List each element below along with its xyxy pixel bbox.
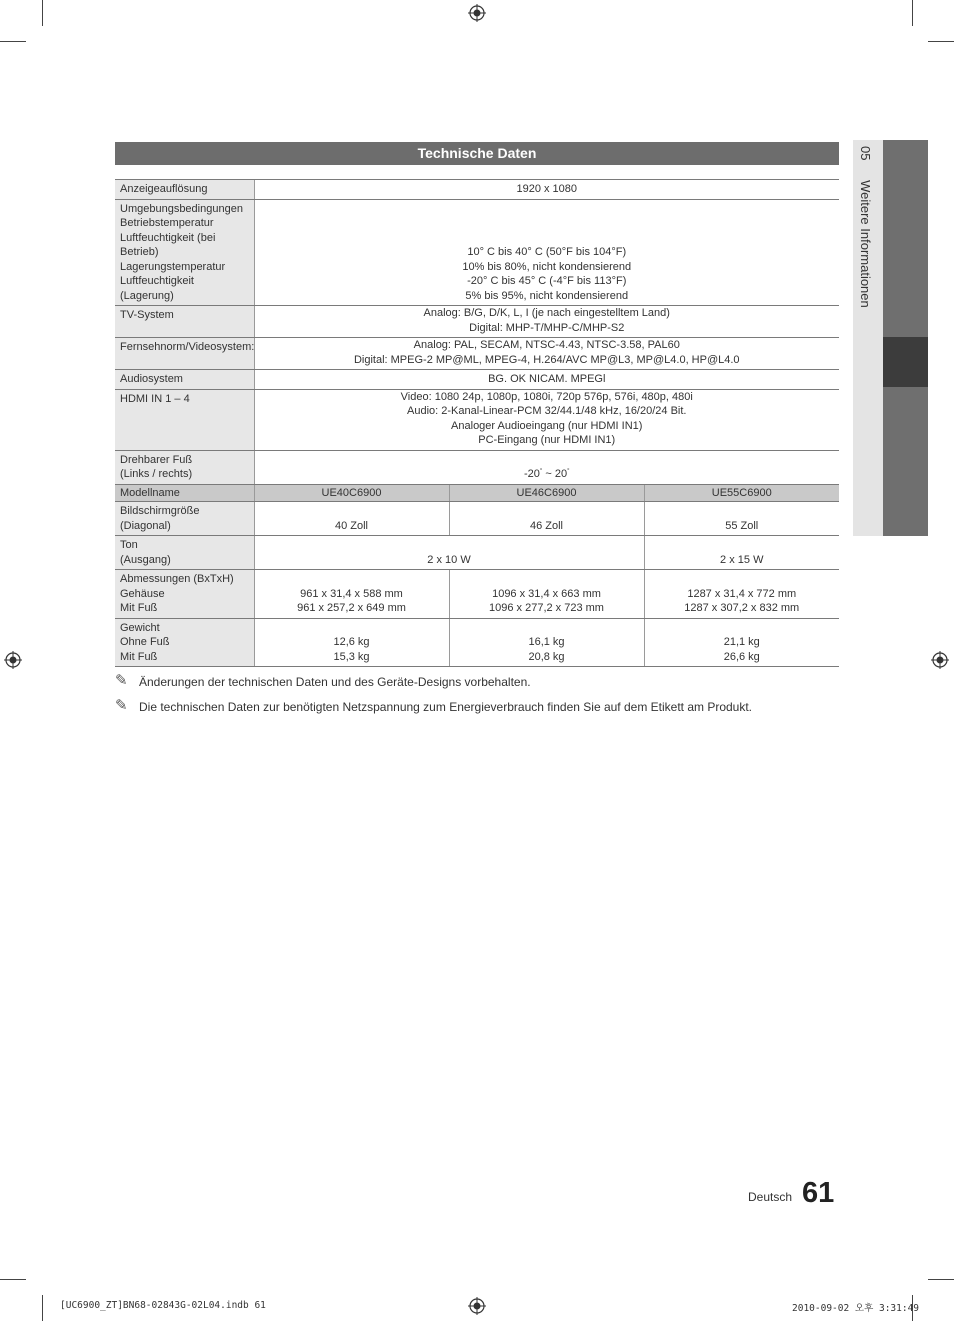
spec-value: 40 Zoll — [254, 502, 449, 536]
table-row — [115, 199, 839, 306]
registration-mark-icon — [4, 651, 22, 669]
spec-value: 2 x 10 W — [254, 536, 644, 570]
pencil-note-icon: ✎ — [115, 672, 128, 689]
spec-label: Anzeigeauflösung — [115, 180, 254, 200]
spec-label: Ton (Ausgang) — [115, 536, 254, 570]
crop-mark-top-left-v — [42, 0, 43, 26]
spec-label: HDMI IN 1 – 4 — [115, 389, 254, 450]
section-title: Technische Daten — [115, 142, 839, 165]
print-slug-timestamp: 2010-09-02 오후 3:31:49 — [792, 1303, 920, 1314]
spec-value: 1287 x 31,4 x 772 mm 1287 x 307,2 x 832 mm — [644, 570, 839, 619]
table-row — [115, 389, 839, 450]
table-row — [115, 484, 839, 502]
crop-mark-top-right-v — [912, 0, 913, 26]
spec-value: 21,1 kg 26,6 kg — [644, 618, 839, 667]
table-row — [115, 570, 839, 619]
spec-value: 961 x 31,4 x 588 mm 961 x 257,2 x 649 mm — [254, 570, 449, 619]
spec-value: Analog: B/G, D/K, L, I (je nach eingestelltem Land) Digital: MHP-T/MHP-C/MHP-S2 — [254, 306, 839, 338]
chapter-title: Weitere Informationen — [858, 180, 873, 308]
note-item — [115, 698, 835, 723]
spec-value: Video: 1080 24p, 1080p, 1080i, 720p 576p, 576i, 480p, 480i Audio: 2-Kanal-Linear-PCM 32/44.1/48 kHz, 16/20/24 Bit. Analoger Audioeingang (nur HDMI IN1) PC-Eingang (nur HDMI IN1) — [254, 389, 839, 450]
crop-mark-top-right-h — [928, 41, 954, 42]
table-row — [115, 306, 839, 338]
pencil-note-icon: ✎ — [115, 697, 128, 714]
crop-mark-bottom-left-h — [0, 1279, 26, 1280]
spec-label: Audiosystem — [115, 370, 254, 390]
crop-mark-top-left-h — [0, 41, 26, 42]
table-row — [115, 502, 839, 536]
footer-language: Deutsch — [748, 1190, 793, 1204]
note-text: Die technischen Daten zur benötigten Netzspannung zum Energieverbrauch finden Sie auf dem Etikett am Produkt. — [139, 700, 753, 714]
spec-value: 1096 x 31,4 x 663 mm 1096 x 277,2 x 723 mm — [449, 570, 644, 619]
spec-value: 1920 x 1080 — [254, 180, 839, 200]
chapter-label — [858, 146, 873, 308]
spec-label: Drehbarer Fuß (Links / rechts) — [115, 450, 254, 484]
spec-label: Umgebungsbedingungen Betriebstemperatur Luftfeuchtigkeit (bei Betrieb) Lagerungstemperatur Luftfeuchtigkeit (Lagerung) — [115, 199, 254, 306]
table-row — [115, 536, 839, 570]
spec-value: BG. OK NICAM. MPEGl — [254, 370, 839, 390]
registration-mark-icon — [468, 4, 486, 22]
table-row — [115, 338, 839, 370]
spec-label: Bildschirmgröße (Diagonal) — [115, 502, 254, 536]
spec-value: -20° ~ 20° — [254, 450, 839, 484]
table-row — [115, 180, 839, 200]
spec-value: 12,6 kg 15,3 kg — [254, 618, 449, 667]
chapter-number: 05 — [858, 146, 873, 161]
table-row — [115, 370, 839, 390]
print-slug-file: [UC6900_ZT]BN68-02843G-02L04.indb 61 — [60, 1300, 266, 1311]
registration-mark-icon — [931, 651, 949, 669]
model-name: UE46C6900 — [449, 484, 644, 502]
spec-label: Abmessungen (BxTxH) Gehäuse Mit Fuß — [115, 570, 254, 619]
table-row — [115, 450, 839, 484]
chapter-index-active — [883, 337, 928, 387]
spec-value: 2 x 15 W — [644, 536, 839, 570]
table-row — [115, 618, 839, 667]
spec-label: Modellname — [115, 484, 254, 502]
spec-table — [115, 179, 839, 667]
spec-value: 16,1 kg 20,8 kg — [449, 618, 644, 667]
note-item — [115, 673, 835, 698]
spec-value: Analog: PAL, SECAM, NTSC-4.43, NTSC-3.58, PAL60 Digital: MPEG-2 MP@ML, MPEG-4, H.264/AVC MP@L3, MP@L4.0, HP@L4.0 — [254, 338, 839, 370]
model-name: UE40C6900 — [254, 484, 449, 502]
spec-value: 10° C bis 40° C (50°F bis 104°F) 10% bis 80%, nicht kondensierend -20° C bis 45° C (-4°F bis 113°F) 5% bis 95%, nicht kondensierend — [254, 199, 839, 306]
spec-label: Fernsehnorm/Videosystem: — [115, 338, 254, 370]
crop-mark-bottom-left-v — [42, 1295, 43, 1321]
spec-label: TV-System — [115, 306, 254, 338]
crop-mark-bottom-right-h — [928, 1279, 954, 1280]
spec-value: 55 Zoll — [644, 502, 839, 536]
spec-value: 46 Zoll — [449, 502, 644, 536]
notes-list — [115, 673, 835, 723]
page-number: 61 — [802, 1177, 835, 1209]
spec-label: Gewicht Ohne Fuß Mit Fuß — [115, 618, 254, 667]
model-name: UE55C6900 — [644, 484, 839, 502]
note-text: Änderungen der technischen Daten und des Geräte-Designs vorbehalten. — [139, 675, 531, 689]
registration-mark-icon — [468, 1297, 486, 1315]
